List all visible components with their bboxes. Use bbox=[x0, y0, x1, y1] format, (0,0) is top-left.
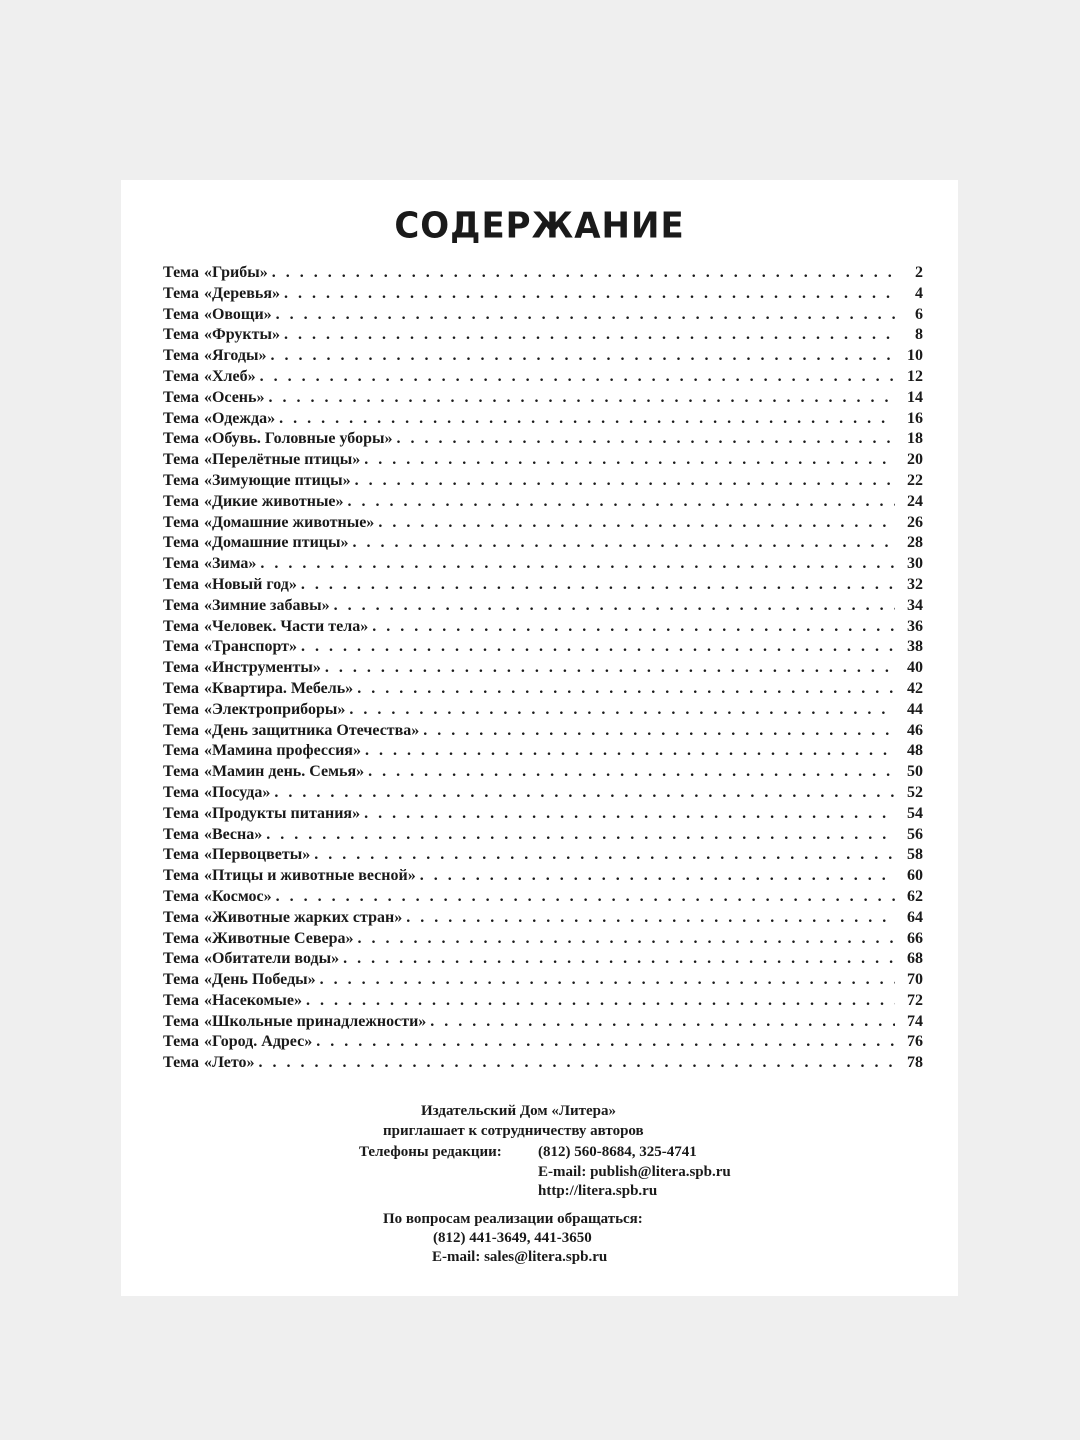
toc-entry-topic: «Космос» bbox=[203, 887, 272, 905]
toc-entry-label bbox=[163, 679, 353, 700]
toc-dot-leader bbox=[364, 450, 895, 471]
toc-entry-prefix: Тема bbox=[163, 659, 199, 677]
toc-entry-label bbox=[163, 700, 345, 721]
toc-dot-leader bbox=[272, 263, 895, 284]
toc-entry-prefix: Тема bbox=[163, 971, 199, 989]
toc-entry-topic: «Город. Адрес» bbox=[203, 1033, 313, 1051]
toc-entry-label bbox=[163, 866, 416, 887]
toc-entry-prefix: Тема bbox=[163, 347, 199, 365]
toc-entry-topic: «Новый год» bbox=[203, 575, 297, 593]
toc-entry-topic: «Птицы и животные весной» bbox=[203, 867, 416, 885]
toc-page-number: 66 bbox=[907, 929, 923, 947]
toc-page-number: 56 bbox=[907, 825, 923, 843]
toc-dot-leader bbox=[423, 721, 895, 742]
toc-dot-leader bbox=[259, 1053, 895, 1074]
toc-entry-topic: «Насекомые» bbox=[203, 991, 302, 1009]
toc-entry-label bbox=[163, 887, 272, 908]
toc-entry bbox=[163, 263, 923, 284]
toc-page-number: 6 bbox=[915, 305, 923, 323]
toc-dot-leader bbox=[314, 845, 895, 866]
toc-dot-leader bbox=[279, 409, 895, 430]
toc-entry-prefix: Тема bbox=[163, 471, 199, 489]
toc-entry-label bbox=[163, 721, 419, 742]
sales-email: E-mail: sales@litera.spb.ru bbox=[432, 1249, 608, 1265]
toc-entry-prefix: Тема bbox=[163, 492, 199, 510]
toc-entry-label bbox=[163, 492, 344, 513]
toc-page-number: 64 bbox=[907, 908, 923, 926]
toc-entry-topic: «Грибы» bbox=[203, 264, 268, 281]
toc-page-number: 52 bbox=[907, 783, 923, 801]
toc-dot-leader bbox=[271, 346, 896, 367]
toc-page-number: 32 bbox=[907, 575, 923, 593]
toc-entry bbox=[163, 575, 923, 596]
toc-entry-topic: «Транспорт» bbox=[203, 638, 297, 656]
toc-entry bbox=[163, 658, 923, 679]
toc-dot-leader bbox=[378, 513, 895, 534]
toc-entry-label bbox=[163, 970, 316, 991]
toc-entry bbox=[163, 887, 923, 908]
toc-entry-topic: «День защитника Отечества» bbox=[203, 721, 420, 739]
toc-page-number: 24 bbox=[907, 492, 923, 510]
toc-entry-prefix: Тема bbox=[163, 679, 199, 697]
toc-entry-prefix: Тема bbox=[163, 846, 199, 864]
toc-page-number: 22 bbox=[907, 471, 923, 489]
toc-entry bbox=[163, 471, 923, 492]
toc-entry-label bbox=[163, 762, 364, 783]
toc-dot-leader bbox=[368, 762, 895, 783]
toc-entry bbox=[163, 409, 923, 430]
toc-entry-topic: «Человек. Части тела» bbox=[203, 617, 369, 635]
book-page bbox=[121, 180, 958, 1296]
toc-entry bbox=[163, 741, 923, 762]
toc-entry-label bbox=[163, 991, 302, 1012]
toc-entry-prefix: Тема bbox=[163, 867, 199, 885]
toc-entry-prefix: Тема bbox=[163, 534, 199, 552]
publisher-url: http://litera.spb.ru bbox=[538, 1183, 658, 1199]
toc-entry-prefix: Тема bbox=[163, 721, 199, 739]
toc-entry bbox=[163, 1012, 923, 1033]
toc-dot-leader bbox=[276, 305, 895, 326]
toc-dot-leader bbox=[406, 908, 895, 929]
toc-entry bbox=[163, 429, 923, 450]
toc-entry-prefix: Тема bbox=[163, 430, 199, 448]
toc-entry bbox=[163, 492, 923, 513]
toc-entry-topic: «Мамин день. Семья» bbox=[203, 763, 365, 781]
toc-dot-leader bbox=[301, 575, 895, 596]
toc-page-number: 54 bbox=[907, 804, 923, 822]
toc-dot-leader bbox=[343, 949, 895, 970]
toc-entry-prefix: Тема bbox=[163, 887, 199, 905]
toc-dot-leader bbox=[260, 367, 895, 388]
toc-entry-prefix: Тема bbox=[163, 388, 199, 406]
toc-entry-prefix: Тема bbox=[163, 991, 199, 1009]
toc-entry-topic: «Зимние забавы» bbox=[203, 596, 330, 614]
toc-entry-prefix: Тема bbox=[163, 825, 199, 843]
toc-page-number: 74 bbox=[907, 1012, 923, 1030]
toc-page-number: 30 bbox=[907, 555, 923, 573]
toc-entry-label bbox=[163, 471, 351, 492]
toc-page-number: 76 bbox=[907, 1033, 923, 1051]
toc-entry-topic: «Перелётные птицы» bbox=[203, 451, 361, 469]
toc-entry-topic: «Квартира. Мебель» bbox=[203, 679, 354, 697]
editorial-email: E-mail: publish@litera.spb.ru bbox=[538, 1164, 731, 1180]
toc-entry bbox=[163, 866, 923, 887]
toc-entry-prefix: Тема bbox=[163, 638, 199, 656]
toc-dot-leader bbox=[357, 679, 895, 700]
toc-page-number: 8 bbox=[915, 326, 923, 344]
toc-entry-topic: «Фрукты» bbox=[203, 326, 280, 344]
toc-entry-label bbox=[163, 409, 275, 430]
toc-entry-label bbox=[163, 929, 353, 950]
toc-entry bbox=[163, 845, 923, 866]
toc-entry-topic: «Деревья» bbox=[203, 284, 281, 302]
toc-entry-prefix: Тема bbox=[163, 284, 199, 302]
toc-entry-prefix: Тема bbox=[163, 451, 199, 469]
toc-entry bbox=[163, 700, 923, 721]
toc-entry-topic: «Лето» bbox=[203, 1054, 255, 1072]
toc-entry-label bbox=[163, 637, 297, 658]
toc-page-number: 18 bbox=[907, 430, 923, 448]
toc-dot-leader bbox=[320, 970, 895, 991]
toc-dot-leader bbox=[268, 388, 895, 409]
toc-entry-label bbox=[163, 825, 262, 846]
toc-dot-leader bbox=[316, 1032, 895, 1053]
toc-entry-label bbox=[163, 1012, 426, 1033]
toc-entry-prefix: Тема bbox=[163, 409, 199, 427]
editorial-phones: (812) 560-8684, 325-4741 bbox=[538, 1144, 697, 1160]
toc-entry-prefix: Тема bbox=[163, 1033, 199, 1051]
toc-entry-topic: «Домашние птицы» bbox=[203, 534, 349, 552]
toc-entry bbox=[163, 554, 923, 575]
toc-entry-prefix: Тема bbox=[163, 555, 199, 573]
toc-dot-leader bbox=[306, 991, 895, 1012]
toc-entry bbox=[163, 533, 923, 554]
toc-page-number: 50 bbox=[907, 763, 923, 781]
toc-entry bbox=[163, 949, 923, 970]
toc-page-number: 70 bbox=[907, 971, 923, 989]
toc-entry bbox=[163, 1053, 923, 1074]
toc-entry-label bbox=[163, 845, 310, 866]
toc-entry-label bbox=[163, 533, 349, 554]
sales-label: По вопросам реализации обращаться: bbox=[383, 1211, 643, 1227]
toc-entry-topic: «Школьные принадлежности» bbox=[203, 1012, 427, 1030]
toc-entry bbox=[163, 721, 923, 742]
toc-entry bbox=[163, 762, 923, 783]
toc-entry-label bbox=[163, 513, 374, 534]
toc-entry-prefix: Тема bbox=[163, 1054, 199, 1072]
toc-dot-leader bbox=[372, 617, 895, 638]
toc-entry-topic: «Хлеб» bbox=[203, 367, 256, 385]
toc-page-number: 44 bbox=[907, 700, 923, 718]
toc-dot-leader bbox=[357, 929, 895, 950]
toc-entry-label bbox=[163, 741, 361, 762]
toc-entry-topic: «Зимующие птицы» bbox=[203, 471, 351, 489]
toc-entry bbox=[163, 637, 923, 658]
toc-entry-prefix: Тема bbox=[163, 264, 199, 281]
toc-dot-leader bbox=[348, 492, 895, 513]
toc-entry-label bbox=[163, 617, 368, 638]
toc-entry-prefix: Тема bbox=[163, 513, 199, 531]
toc-dot-leader bbox=[349, 700, 895, 721]
toc-page-number: 62 bbox=[907, 887, 923, 905]
toc-entry bbox=[163, 617, 923, 638]
toc-dot-leader bbox=[334, 596, 895, 617]
toc-dot-leader bbox=[266, 825, 895, 846]
toc-entry bbox=[163, 346, 923, 367]
toc-entry bbox=[163, 970, 923, 991]
toc-entry-label bbox=[163, 908, 402, 929]
toc-page-number: 20 bbox=[907, 451, 923, 469]
toc-entry-topic: «Первоцветы» bbox=[203, 846, 311, 864]
toc-entry-prefix: Тема bbox=[163, 929, 199, 947]
toc-page-number: 40 bbox=[907, 659, 923, 677]
toc-entry bbox=[163, 284, 923, 305]
toc-entry-prefix: Тема bbox=[163, 804, 199, 822]
toc-entry-label bbox=[163, 263, 268, 284]
toc-page-number: 36 bbox=[907, 617, 923, 635]
toc-entry bbox=[163, 908, 923, 929]
toc-dot-leader bbox=[274, 783, 895, 804]
toc-page-number: 34 bbox=[907, 596, 923, 614]
toc-entry-label bbox=[163, 1032, 312, 1053]
toc-entry-topic: «Животные жарких стран» bbox=[203, 908, 403, 926]
toc-page-number: 46 bbox=[907, 721, 923, 739]
toc-entry-prefix: Тема bbox=[163, 908, 199, 926]
toc-entry-topic: «Дикие животные» bbox=[203, 492, 344, 510]
page-title: СОДЕРЖАНИЕ bbox=[394, 205, 685, 247]
toc-entry-topic: «Мамина профессия» bbox=[203, 742, 361, 760]
toc-entry-topic: «Одежда» bbox=[203, 409, 276, 427]
toc-entry-label bbox=[163, 284, 280, 305]
toc-entry bbox=[163, 783, 923, 804]
toc-entry-prefix: Тема bbox=[163, 1012, 199, 1030]
toc-entry bbox=[163, 325, 923, 346]
toc-entry-prefix: Тема bbox=[163, 700, 199, 718]
toc-entry-label bbox=[163, 305, 272, 326]
toc-entry-label bbox=[163, 575, 297, 596]
toc-dot-leader bbox=[301, 637, 895, 658]
toc-entry-topic: «Посуда» bbox=[203, 783, 271, 801]
toc-entry-label bbox=[163, 1053, 255, 1074]
toc-entry-label bbox=[163, 388, 264, 409]
toc-entry bbox=[163, 679, 923, 700]
toc-page-number: 48 bbox=[907, 742, 923, 760]
toc-dot-leader bbox=[430, 1012, 895, 1033]
toc-dot-leader bbox=[353, 533, 896, 554]
toc-entry-prefix: Тема bbox=[163, 742, 199, 760]
toc-entry-label bbox=[163, 450, 360, 471]
publisher-invite: приглашает к сотрудничеству авторов bbox=[383, 1123, 644, 1139]
toc-entry-topic: «Овощи» bbox=[203, 305, 272, 323]
toc-entry-label bbox=[163, 429, 392, 450]
toc-entry-prefix: Тема bbox=[163, 950, 199, 968]
toc-dot-leader bbox=[284, 284, 895, 305]
toc-entry-prefix: Тема bbox=[163, 326, 199, 344]
toc-entry-topic: «Животные Севера» bbox=[203, 929, 354, 947]
toc-page-number: 4 bbox=[915, 284, 923, 302]
toc-entry-label bbox=[163, 367, 256, 388]
toc-entry-label bbox=[163, 346, 267, 367]
table-of-contents bbox=[163, 263, 923, 1074]
toc-entry-topic: «Весна» bbox=[203, 825, 263, 843]
toc-entry-label bbox=[163, 658, 321, 679]
toc-entry-topic: «День Победы» bbox=[203, 971, 316, 989]
toc-entry bbox=[163, 305, 923, 326]
toc-entry-topic: «Обитатели воды» bbox=[203, 950, 340, 968]
toc-dot-leader bbox=[260, 554, 895, 575]
toc-entry-label bbox=[163, 554, 256, 575]
toc-entry-label bbox=[163, 804, 360, 825]
toc-entry-topic: «Осень» bbox=[203, 388, 265, 406]
toc-entry-topic: «Ягоды» bbox=[203, 347, 267, 365]
toc-page-number: 14 bbox=[907, 388, 923, 406]
toc-page-number: 72 bbox=[907, 991, 923, 1009]
toc-entry-label bbox=[163, 325, 280, 346]
toc-page-number: 2 bbox=[915, 264, 923, 281]
toc-page-number: 26 bbox=[907, 513, 923, 531]
toc-entry-topic: «Зима» bbox=[203, 555, 257, 573]
toc-entry bbox=[163, 367, 923, 388]
toc-dot-leader bbox=[284, 325, 895, 346]
toc-entry-prefix: Тема bbox=[163, 763, 199, 781]
toc-entry-topic: «Инструменты» bbox=[203, 659, 321, 677]
toc-entry-prefix: Тема bbox=[163, 305, 199, 323]
toc-page-number: 68 bbox=[907, 950, 923, 968]
toc-entry bbox=[163, 929, 923, 950]
toc-entry-prefix: Тема bbox=[163, 575, 199, 593]
toc-dot-leader bbox=[276, 887, 895, 908]
toc-dot-leader bbox=[420, 866, 895, 887]
toc-entry-topic: «Обувь. Головные уборы» bbox=[203, 430, 393, 448]
toc-entry-prefix: Тема bbox=[163, 617, 199, 635]
toc-entry-prefix: Тема bbox=[163, 367, 199, 385]
toc-page-number: 78 bbox=[907, 1054, 923, 1072]
toc-entry-label bbox=[163, 596, 330, 617]
toc-entry-topic: «Электроприборы» bbox=[203, 700, 346, 718]
toc-entry bbox=[163, 596, 923, 617]
toc-dot-leader bbox=[355, 471, 895, 492]
toc-entry-prefix: Тема bbox=[163, 596, 199, 614]
toc-page-number: 58 bbox=[907, 846, 923, 864]
toc-entry bbox=[163, 450, 923, 471]
toc-entry bbox=[163, 1032, 923, 1053]
sales-phones: (812) 441-3649, 441-3650 bbox=[433, 1230, 592, 1246]
toc-page-number: 42 bbox=[907, 679, 923, 697]
publisher-name: Издательский Дом «Литера» bbox=[421, 1103, 617, 1119]
toc-dot-leader bbox=[325, 658, 895, 679]
toc-page-number: 12 bbox=[907, 367, 923, 385]
toc-entry bbox=[163, 804, 923, 825]
phones-label: Телефоны редакции: bbox=[359, 1144, 502, 1160]
toc-entry-label bbox=[163, 949, 339, 970]
toc-entry bbox=[163, 513, 923, 534]
toc-entry bbox=[163, 388, 923, 409]
toc-entry-topic: «Продукты питания» bbox=[203, 804, 361, 822]
toc-dot-leader bbox=[364, 804, 895, 825]
toc-entry-topic: «Домашние животные» bbox=[203, 513, 375, 531]
toc-dot-leader bbox=[365, 741, 895, 762]
toc-entry bbox=[163, 991, 923, 1012]
toc-page-number: 16 bbox=[907, 409, 923, 427]
toc-page-number: 38 bbox=[907, 638, 923, 656]
toc-entry bbox=[163, 825, 923, 846]
toc-page-number: 28 bbox=[907, 534, 923, 552]
toc-page-number: 60 bbox=[907, 867, 923, 885]
toc-page-number: 10 bbox=[907, 347, 923, 365]
toc-dot-leader bbox=[396, 429, 895, 450]
toc-entry-prefix: Тема bbox=[163, 783, 199, 801]
toc-entry-label bbox=[163, 783, 270, 804]
